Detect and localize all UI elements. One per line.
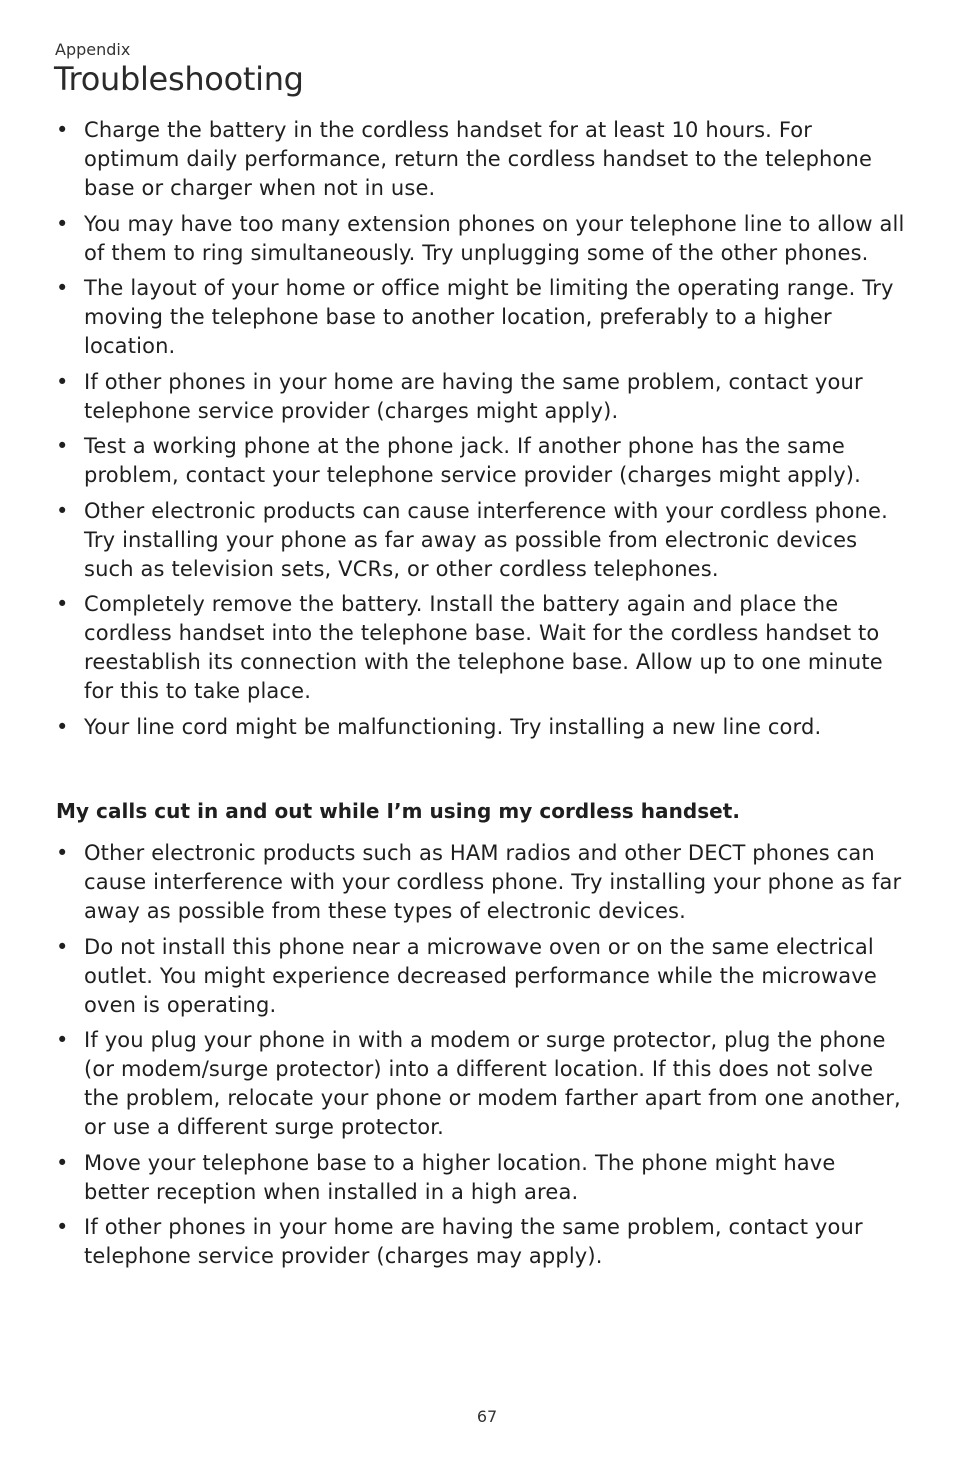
list-item-text: Other electronic products such as HAM radios and other DECT phones can cause interference with your cordless phone. Try installing your phone as far away as possible from these types of electronic devices. — [84, 841, 902, 923]
list-item-text: If other phones in your home are having the same problem, contact your telephone service provider (charges may apply). — [84, 1215, 863, 1268]
bullet-icon: • — [56, 276, 69, 300]
list-item-text: Move your telephone base to a higher location. The phone might have better reception when installed in a high area. — [84, 1150, 836, 1204]
list-item-text: You may have too many extension phones on your telephone line to allow all of them to ring simultaneously. Try unplugging some of the other phones. — [84, 211, 905, 265]
bullet-icon: • — [56, 841, 69, 865]
bullet-icon: • — [56, 1150, 69, 1175]
problem-heading: My calls cut in and out while I’m using my cordless handset. — [56, 799, 741, 823]
bullet-icon: • — [56, 714, 69, 739]
list-item-text: Other electronic products can cause interference with your cordless phone. Try installing your phone as far away as possible from electronic devices such as television sets, VCRs, or other cordless telephones. — [84, 498, 888, 581]
list-item-text: The layout of your home or office might be limiting the operating range. Try moving the telephone base to another location, preferably to a higher location. — [84, 276, 894, 358]
list-item — [56, 933, 906, 1020]
bullet-icon: • — [56, 498, 69, 523]
section-label: Appendix — [55, 40, 131, 59]
troubleshooting-list-calls-cut — [56, 839, 906, 1278]
list-item-text: Charge the battery in the cordless handset for at least 10 hours. For optimum daily performance, return the cordless handset to the telephone base or charger when not in use. — [84, 118, 873, 200]
list-item — [56, 432, 906, 490]
bullet-icon: • — [56, 211, 69, 236]
bullet-icon: • — [56, 434, 69, 458]
bullet-icon: • — [56, 592, 69, 616]
bullet-icon: • — [56, 1215, 69, 1239]
bullet-icon: • — [56, 118, 69, 142]
list-item-text: Your line cord might be malfunctioning. Try installing a new line cord. — [84, 714, 822, 739]
list-item — [56, 839, 906, 926]
list-item — [56, 713, 906, 742]
list-item-text: Do not install this phone near a microwave oven or on the same electrical outlet. You might experience decreased performance while the microwave oven is operating. — [84, 934, 877, 1017]
list-item — [56, 210, 906, 268]
list-item — [56, 1026, 906, 1142]
bullet-icon: • — [56, 1028, 69, 1052]
list-item-text: If other phones in your home are having the same problem, contact your telephone service provider (charges might apply). — [84, 369, 863, 423]
list-item — [56, 497, 906, 584]
bullet-icon: • — [56, 369, 69, 394]
list-item-text: If you plug your phone in with a modem or surge protector, plug the phone (or modem/surge protector) into a different location. If this does not solve the problem, relocate your phone or modem farther apart from one another, or use a different surge protector. — [84, 1028, 901, 1139]
page-title: Troubleshooting — [54, 60, 304, 98]
list-item — [56, 1213, 906, 1271]
page-number: 67 — [476, 1407, 498, 1426]
list-item — [56, 116, 906, 203]
list-item — [56, 368, 906, 426]
list-item-text: Completely remove the battery. Install the battery again and place the cordless handset into the telephone base. Wait for the cordless handset to reestablish its connection with the telephone base. Allow up to one minute for this to take place. — [84, 592, 883, 703]
list-item — [56, 590, 906, 706]
troubleshooting-list-general — [56, 116, 906, 748]
list-item — [56, 274, 906, 361]
bullet-icon: • — [56, 934, 69, 959]
list-item — [56, 1149, 906, 1207]
list-item-text: Test a working phone at the phone jack. If another phone has the same problem, contact your telephone service provider (charges might apply). — [84, 434, 861, 487]
